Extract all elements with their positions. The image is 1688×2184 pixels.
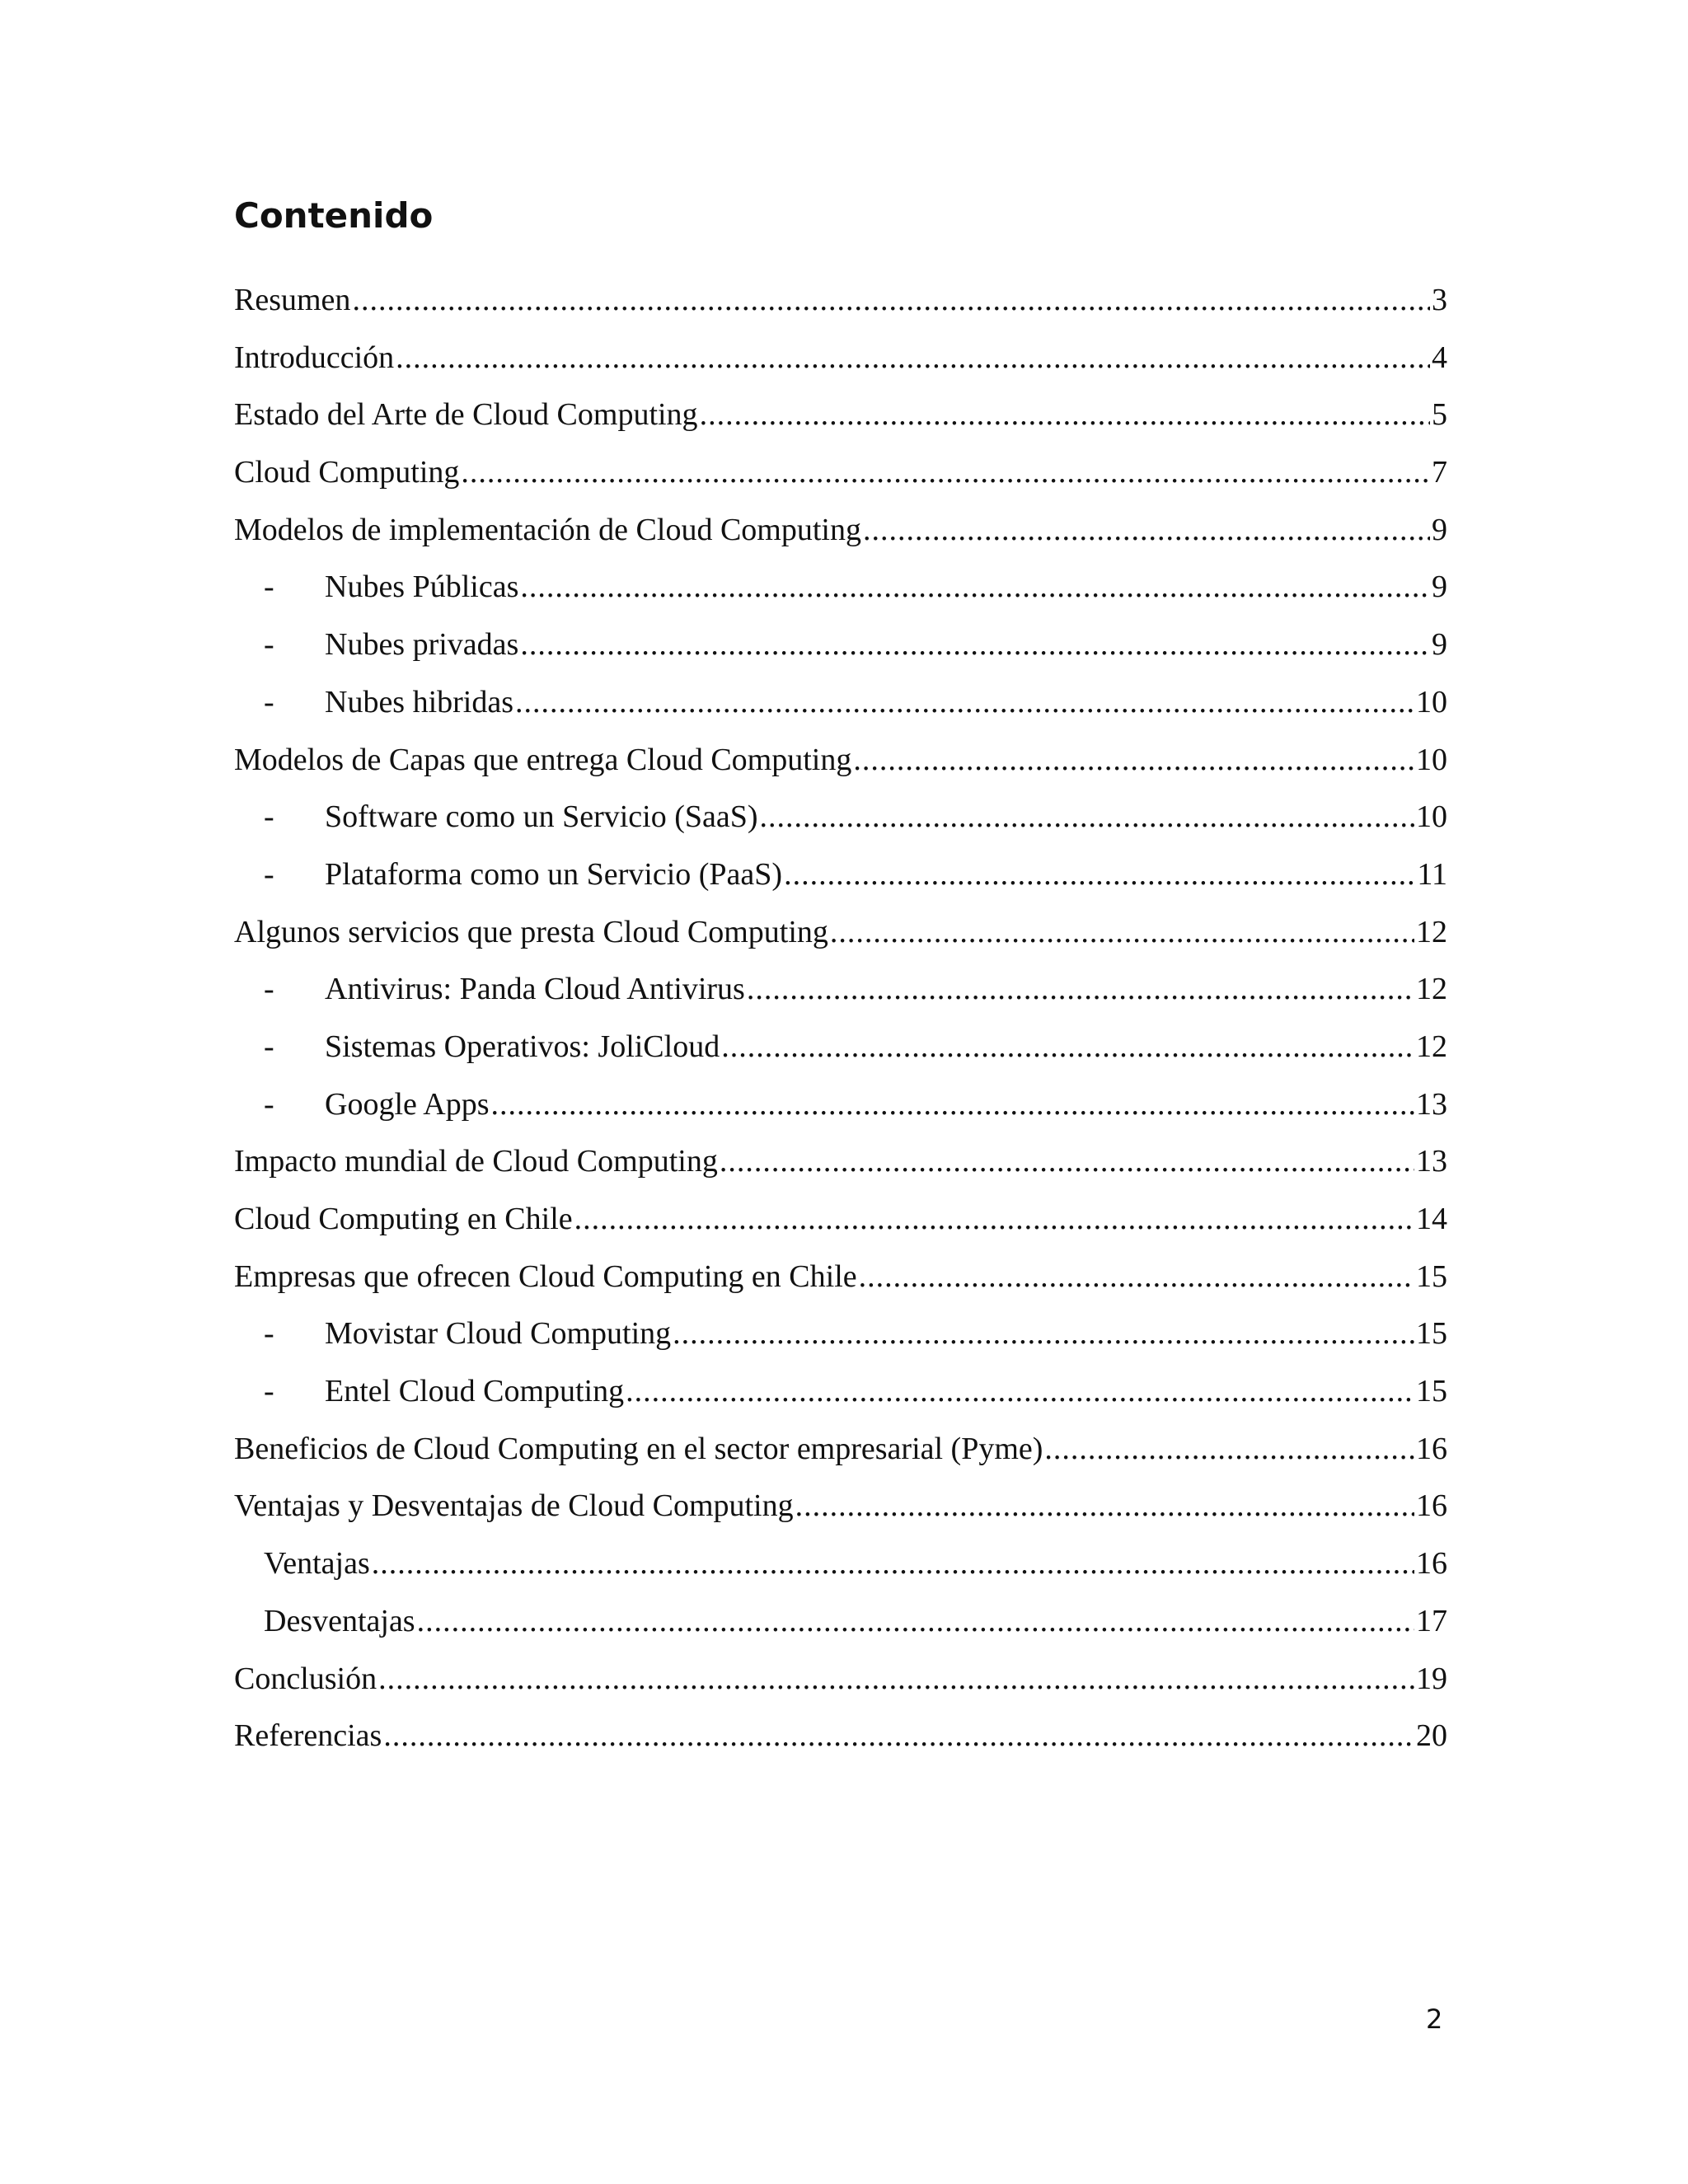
toc-entry[interactable] (234, 1133, 1447, 1191)
toc-entry-label: Empresas que ofrecen Cloud Computing en Chile (234, 1258, 857, 1294)
toc-entry-page-number: 9 (1432, 569, 1447, 605)
toc-entry-label: Google Apps (325, 1086, 490, 1122)
toc-dot-leader (747, 961, 1414, 1019)
toc-dot-leader (372, 1535, 1414, 1593)
toc-entry-page-number: 12 (1416, 972, 1447, 1007)
toc-entry[interactable] (234, 1421, 1447, 1479)
table-of-contents (234, 272, 1447, 1765)
toc-entry-label: Resumen (234, 283, 351, 317)
toc-entry[interactable] (234, 387, 1447, 444)
toc-entry-label: Nubes Públicas (325, 569, 519, 605)
toc-entry[interactable] (234, 1478, 1447, 1535)
toc-entry-page-number: 13 (1416, 1144, 1447, 1179)
toc-entry-label: Movistar Cloud Computing (325, 1316, 672, 1352)
toc-entry[interactable] (234, 1651, 1447, 1708)
toc-entry[interactable] (234, 732, 1447, 790)
toc-entry-label: Entel Cloud Computing (325, 1374, 625, 1409)
toc-entry-label: Introducción (234, 340, 395, 375)
toc-dot-leader (378, 1651, 1414, 1708)
toc-entry-page-number: 9 (1432, 512, 1447, 547)
toc-entry[interactable] (234, 846, 1447, 904)
toc-entry-page-number: 5 (1432, 397, 1447, 433)
toc-entry-label: Modelos de Capas que entrega Cloud Computing (234, 742, 852, 777)
toc-entry[interactable] (234, 1249, 1447, 1306)
toc-entry-label: Referencias (234, 1718, 382, 1754)
toc-entry-page-number: 15 (1416, 1374, 1447, 1409)
toc-entry-label: Impacto mundial de Cloud Computing (234, 1144, 718, 1179)
toc-entry-label: Software como un Servicio (SaaS) (325, 799, 758, 835)
toc-entry-label: Nubes privadas (325, 627, 519, 663)
toc-dot-leader (626, 1363, 1414, 1421)
toc-entry-page-number: 12 (1416, 914, 1447, 949)
toc-dot-leader (830, 904, 1414, 962)
toc-entry[interactable] (234, 1191, 1447, 1249)
toc-entry-page-number: 3 (1432, 283, 1447, 317)
toc-entry-bullet: - (264, 799, 274, 835)
toc-entry-bullet: - (264, 1086, 274, 1122)
toc-entry-page-number: 9 (1432, 627, 1447, 663)
toc-entry-page-number: 17 (1416, 1603, 1447, 1638)
toc-entry-page-number: 4 (1432, 340, 1447, 375)
toc-entry-page-number: 15 (1416, 1316, 1447, 1352)
toc-entry-page-number: 13 (1416, 1086, 1447, 1122)
page-number: 2 (1426, 2004, 1443, 2035)
toc-entry-label: Modelos de implementación de Cloud Computing (234, 512, 861, 547)
toc-dot-leader (396, 330, 1430, 387)
toc-entry-page-number: 14 (1416, 1202, 1447, 1236)
toc-dot-leader (352, 272, 1430, 330)
toc-dot-leader (700, 387, 1430, 444)
toc-entry-bullet: - (264, 1316, 274, 1352)
toc-entry-label: Cloud Computing en Chile (234, 1202, 573, 1236)
toc-dot-leader (520, 559, 1430, 616)
toc-dot-leader (383, 1708, 1414, 1765)
toc-entry-label: Sistemas Operativos: JoliCloud (325, 1029, 720, 1064)
toc-entry[interactable] (234, 444, 1447, 502)
toc-entry-label: Conclusión (234, 1661, 377, 1696)
toc-entry-page-number: 16 (1416, 1488, 1447, 1524)
toc-entry[interactable] (234, 559, 1447, 616)
toc-dot-leader (784, 846, 1415, 904)
toc-entry-page-number: 11 (1417, 856, 1447, 892)
toc-dot-leader (515, 674, 1414, 732)
toc-dot-leader (491, 1076, 1415, 1134)
toc-entry-page-number: 12 (1416, 1029, 1447, 1064)
toc-entry-label: Nubes hibridas (325, 684, 514, 719)
toc-entry[interactable] (234, 1305, 1447, 1363)
toc-dot-leader (863, 502, 1430, 560)
toc-entry-label: Plataforma como un Servicio (PaaS) (325, 856, 783, 892)
toc-entry[interactable] (234, 330, 1447, 387)
toc-entry-label: Ventajas (264, 1546, 370, 1582)
toc-entry-page-number: 10 (1416, 742, 1447, 777)
toc-entry[interactable] (234, 1593, 1447, 1651)
toc-entry[interactable] (234, 674, 1447, 732)
toc-dot-leader (720, 1133, 1414, 1191)
toc-entry[interactable] (234, 502, 1447, 560)
toc-entry-bullet: - (264, 1374, 274, 1409)
toc-dot-leader (721, 1019, 1414, 1076)
toc-entry[interactable] (234, 616, 1447, 674)
toc-entry[interactable] (234, 1363, 1447, 1421)
toc-dot-leader (520, 616, 1430, 674)
toc-entry-label: Ventajas y Desventajas de Cloud Computing (234, 1488, 794, 1524)
toc-entry[interactable] (234, 904, 1447, 962)
toc-entry-page-number: 20 (1416, 1718, 1447, 1754)
toc-entry-label: Algunos servicios que presta Cloud Computing (234, 914, 828, 949)
toc-entry-page-number: 10 (1416, 684, 1447, 719)
toc-dot-leader (859, 1249, 1414, 1306)
toc-entry-label: Estado del Arte de Cloud Computing (234, 397, 698, 433)
toc-entry[interactable] (234, 961, 1447, 1019)
toc-dot-leader (461, 444, 1430, 502)
toc-entry-bullet: - (264, 627, 274, 663)
toc-title: Contenido (234, 195, 434, 236)
toc-entry-bullet: - (264, 972, 274, 1007)
toc-entry-label: Desventajas (264, 1603, 415, 1638)
toc-entry-page-number: 10 (1416, 799, 1447, 835)
toc-dot-leader (1044, 1421, 1414, 1479)
toc-entry-label: Cloud Computing (234, 455, 460, 490)
toc-entry-bullet: - (264, 569, 274, 605)
toc-entry-page-number: 16 (1416, 1431, 1447, 1466)
toc-entry[interactable] (234, 1076, 1447, 1134)
toc-entry[interactable] (234, 789, 1447, 846)
toc-entry-label: Beneficios de Cloud Computing en el sector empresarial (Pyme) (234, 1431, 1043, 1466)
toc-dot-leader (853, 732, 1414, 790)
toc-entry-bullet: - (264, 856, 274, 892)
toc-dot-leader (760, 789, 1414, 846)
toc-entry-page-number: 16 (1416, 1546, 1447, 1582)
toc-entry[interactable] (234, 1019, 1447, 1076)
toc-entry-page-number: 7 (1432, 455, 1447, 490)
toc-dot-leader (574, 1191, 1414, 1249)
toc-entry-bullet: - (264, 684, 274, 719)
toc-entry-bullet: - (264, 1029, 274, 1064)
toc-entry-page-number: 19 (1416, 1661, 1447, 1696)
toc-dot-leader (795, 1478, 1414, 1535)
toc-dot-leader (673, 1305, 1414, 1363)
toc-entry-page-number: 15 (1416, 1258, 1447, 1294)
toc-entry[interactable] (234, 1535, 1447, 1593)
toc-entry[interactable] (234, 1708, 1447, 1765)
toc-entry-label: Antivirus: Panda Cloud Antivirus (325, 972, 745, 1007)
toc-dot-leader (417, 1593, 1414, 1651)
toc-entry[interactable] (234, 272, 1447, 330)
